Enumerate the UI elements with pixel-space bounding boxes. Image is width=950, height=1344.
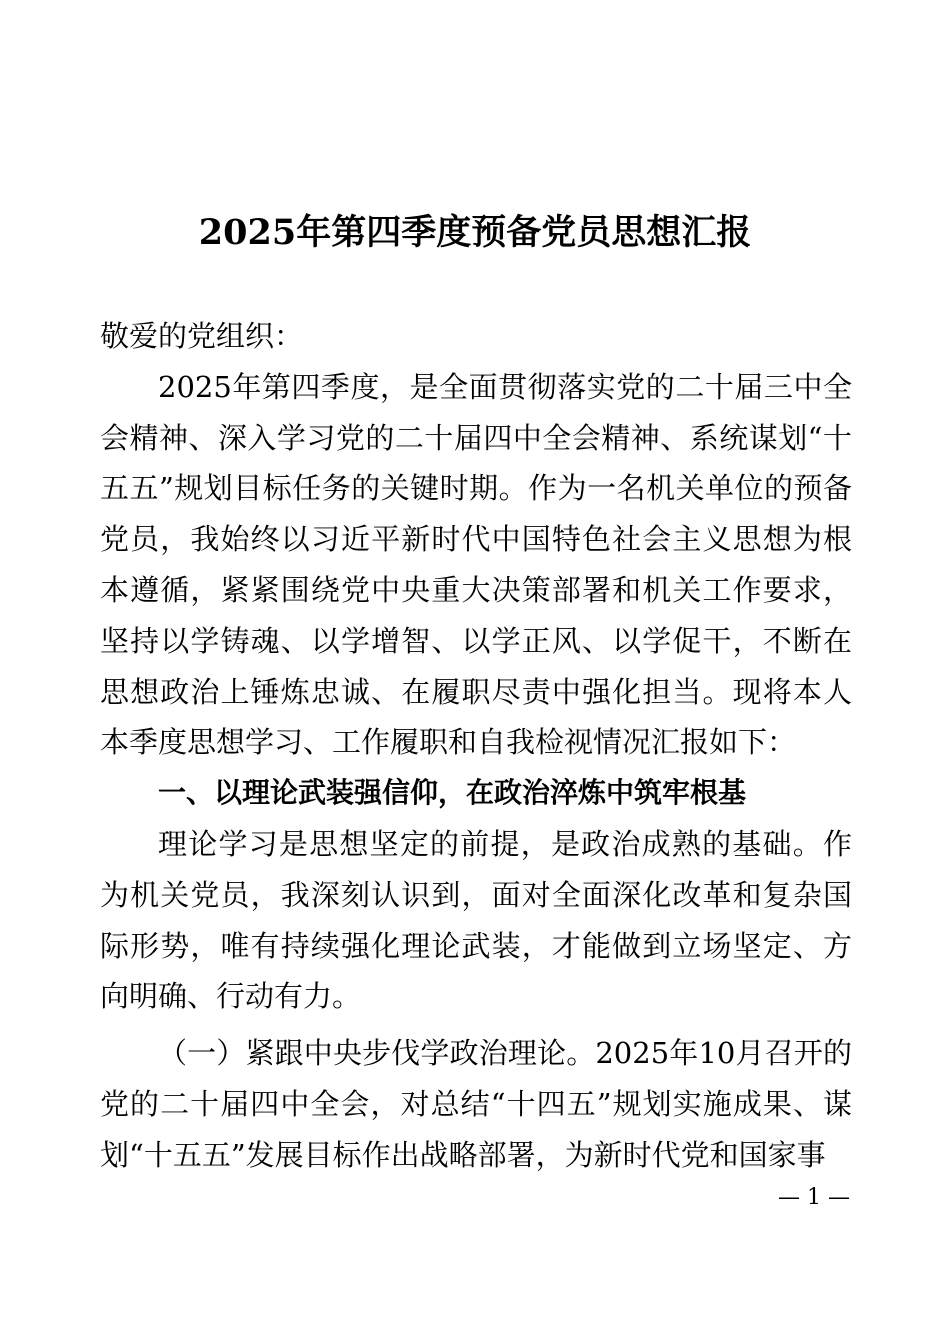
page-number: — 1 — [778,1185,850,1210]
section-heading: 一、以理论武装强信仰，在政治淬炼中筑牢根基 [158,776,747,810]
section-paragraph: 理论学习是思想坚定的前提，是政治成熟的基础。作为机关党员，我深刻认识到，面对全面深化改革和复杂国际形势，唯有持续强化理论武装，才能做到立场坚定、方向明确、行动有力。 [100,826,852,1014]
salutation: 敬爱的党组织： [100,319,304,353]
subsection-paragraph: （一）紧跟中央步伐学政治理论。2025年10月召开的党的二十届四中全会，对总结“十四五”规划实施成果、谋划“十五五”发展目标作出战略部署，为新时代党和国家事 [100,1036,852,1172]
intro-paragraph: 2025年第四季度，是全面贯彻落实党的二十届三中全会精神、深入学习党的二十届四中全会精神、系统谋划“十五五”规划目标任务的关键时期。作为一名机关单位的预备党员，我始终以习近平新时代中国特色社会主义思想为根本遵循，紧紧围绕党中央重大决策部署和机关工作要求，坚持以学铸魂、以学增智、以学正风、以学促干，不断在思想政治上锤炼忠诚、在履职尽责中强化担当。现将本人本季度思想学习、工作履职和自我检视情况汇报如下： [100,369,852,760]
document-title: 2025年第四季度预备党员思想汇报 [198,212,752,253]
document-body [100,311,852,1181]
